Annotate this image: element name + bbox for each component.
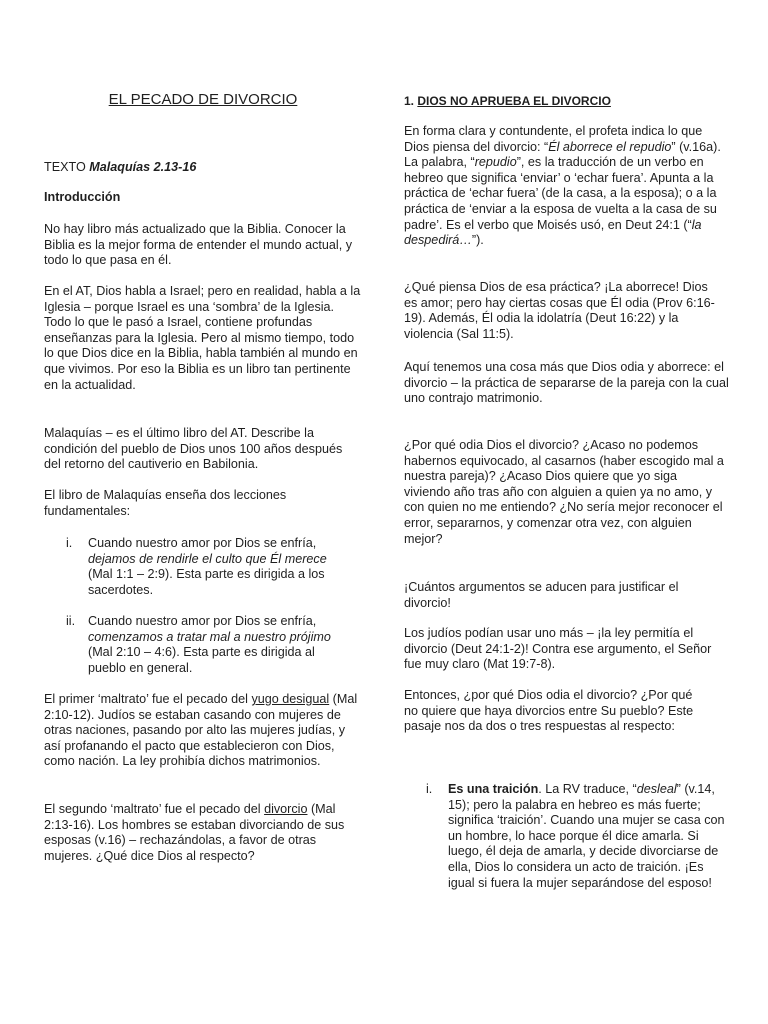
lesson-text-pre: Cuando nuestro amor por Dios se enfría, — [88, 614, 317, 628]
underlined-term: divorcio — [264, 802, 308, 816]
lesson-number: ii. — [66, 614, 76, 628]
texto-label: TEXTO — [44, 160, 90, 174]
body-paragraph-yugo — [44, 692, 362, 770]
section-paragraph-4: ¿Por qué odia Dios el divorcio? ¿Acaso no podemos habernos equivocado, al casarnos (haber escogido mal a nuestra pareja)? ¿Acaso Dios quiere que yo siga viviendo año tras año con alguien a quien ya no amo, y con quien no me entiendo? ¿No sería mejor reconocer el error, separarnos, y comenzar otra vez, con alguien mejor? — [404, 438, 724, 546]
quote-emphasis: desleal — [636, 782, 677, 796]
underlined-term: yugo desigual — [251, 692, 330, 706]
texto-ref: Malaquías 2.13-16 — [89, 160, 197, 174]
quote-emphasis: la despedirá… — [404, 217, 702, 248]
section-paragraph-3: Aquí tenemos una cosa más que Dios odia y aborrece: el divorcio – la práctica de separarse de la pareja con la cual uno contrajo matrimonio. — [404, 360, 729, 406]
lesson-text-emphasis: comenzamos a tratar mal a nuestro prójimo — [88, 629, 331, 644]
intro-paragraph-2: En el AT, Dios habla a Israel; pero en realidad, habla a la Iglesia – porque Israel es una ‘sombra’ de la Iglesia. Todo lo que le pasó a Israel, contiene profundas enseñanzas para la Iglesia. Pero al mismo tiempo, todo lo que Dios dice en la Biblia, habla también al mundo en que vivimos. Por eso la Biblia es un libro tan pertinente en la actualidad. — [44, 284, 361, 392]
lesson-text-pre: Cuando nuestro amor por Dios se enfría, — [88, 536, 317, 550]
section-paragraph-7: Entonces, ¿por qué Dios odia el divorcio? ¿Por qué no quiere que haya divorcios entre Su pueblo? Este pasaje nos da dos o tres respuestas al respecto: — [404, 688, 694, 734]
reason-text — [448, 782, 726, 891]
text-run: ” (v.14, 15); pero la palabra en hebreo es más fuerte; significa ‘traición’. Cuando una mujer se casa con un hombre, lo hace porque él dice amarla. Si luego, él deja de amarla, y decide divorciarse de ella, Dios lo considera un acto de traición. ¡Es igual si fuera la mujer separándose del esposo! — [448, 782, 725, 890]
intro-heading: Introducción — [44, 190, 121, 204]
lesson-text-post: (Mal 1:1 – 2:9). Esta parte es dirigida a los sacerdotes. — [88, 567, 325, 597]
text-run: El primer ‘maltrato’ fue el pecado del — [44, 692, 252, 706]
section-number: 1. — [404, 94, 418, 108]
quote-emphasis: Él aborrece el repudio — [548, 139, 672, 154]
reason-number: i. — [426, 782, 433, 796]
document-title: EL PECADO DE DIVORCIO — [108, 91, 298, 108]
intro-paragraph-1: No hay libro más actualizado que la Biblia. Conocer la Biblia es la mejor forma de entender el mundo actual, y todo lo que pasa en él. — [44, 222, 353, 268]
text-run: El segundo ‘maltrato’ fue el pecado del — [44, 802, 265, 816]
text-run: ”, es la traducción de un verbo en hebreo que significa ‘enviar’ o ‘echar fuera’. Apunta a la práctica de ‘echar fuera’ (de la casa, a la esposa); o a la práctica de ‘enviar a la esposa de vuelta a la casa de su padre’. Es el verbo que Moisés usó, en Deut 24:1 (“ — [404, 155, 717, 232]
lesson-text — [88, 614, 350, 676]
text-run: . La RV traduce, “ — [538, 782, 637, 796]
text-run: (Mal 2:13-16). Los hombres se estaban divorciando de sus esposas (v.16) – rechazándolas, a favor de otras mujeres. ¿Qué dice Dios al respecto? — [44, 802, 345, 863]
quote-emphasis: repudio — [474, 155, 517, 170]
lesson-text-post: (Mal 2:10 – 4:6). Esta parte es dirigida al pueblo en general. — [88, 645, 315, 675]
body-paragraph-divorcio — [44, 802, 362, 864]
section-title: DIOS NO APRUEBA EL DIVORCIO — [417, 94, 611, 108]
text-run: ”). — [471, 233, 484, 248]
lesson-text — [88, 536, 350, 598]
scripture-reference — [44, 160, 362, 176]
section-paragraph-6: Los judíos podían usar uno más – ¡la ley permitía el divorcio (Deut 24:1-2)! Contra ese argumento, el Señor fue muy claro (Mat 19:7-8). — [404, 626, 712, 672]
reason-title: Es una traición — [448, 782, 539, 796]
lesson-number: i. — [66, 536, 73, 550]
section-paragraph-5: ¡Cuántos argumentos se aducen para justificar el divorcio! — [404, 580, 679, 610]
text-run: (Mal 2:10-12). Judíos se estaban casando con mujeres de otras naciones, pasando por alto las mujeres judías, y así profanando el pacto que establecieron con Dios, como nación. La ley prohibía dichos matrimonios. — [44, 692, 358, 769]
section-paragraph-2: ¿Qué piensa Dios de esa práctica? ¡La aborrece! Dios es amor; pero hay ciertas cosas que Él odia (Prov 6:16-19). Además, Él odia la idolatría (Deut 16:22) y la violencia (Sal 11:5). — [404, 280, 715, 341]
intro-paragraph-3: Malaquías – es el último libro del AT. Describe la condición del pueblo de Dios unos 100 años después del retorno del cautiverio en Babilonia. — [44, 426, 343, 472]
intro-paragraph-4: El libro de Malaquías enseña dos lecciones fundamentales: — [44, 488, 287, 518]
text-run: ” (v.16a). La palabra, “ — [404, 139, 721, 170]
section-paragraph-1 — [404, 124, 722, 249]
text-run: En forma clara y contundente, el profeta indica lo que Dios piensa del divorcio: “ — [404, 124, 703, 154]
lesson-text-emphasis: dejamos de rendirle el culto que Él merece — [88, 551, 327, 566]
section-heading — [404, 94, 734, 110]
